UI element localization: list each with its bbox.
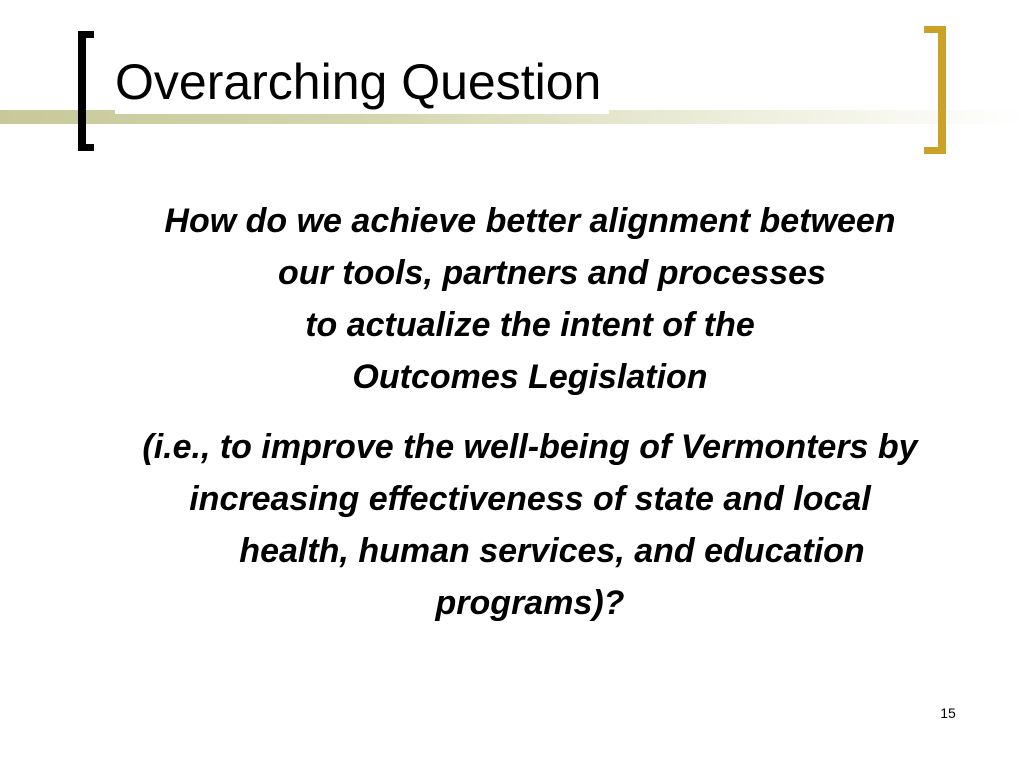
question-line: our tools, partners and processes xyxy=(278,254,826,292)
clarification-line: increasing effectiveness of state and local xyxy=(189,480,871,518)
clarification-line: (i.e., to improve the well-being of Vermonters by xyxy=(142,428,918,466)
clarification-paragraph xyxy=(60,421,1000,629)
slide-title: Overarching Question xyxy=(115,50,609,114)
question-line: to actualize the intent of the xyxy=(305,306,755,344)
slide-body xyxy=(60,195,1000,629)
question-line: How do we achieve better alignment between xyxy=(164,202,896,240)
page-number: 15 xyxy=(940,705,956,721)
left-bracket-decoration xyxy=(78,31,94,151)
right-bracket-decoration xyxy=(924,26,946,154)
question-paragraph xyxy=(60,195,1000,403)
clarification-line: programs)? xyxy=(435,584,625,622)
question-line: Outcomes Legislation xyxy=(352,358,708,396)
clarification-line: health, human services, and education xyxy=(239,532,865,570)
